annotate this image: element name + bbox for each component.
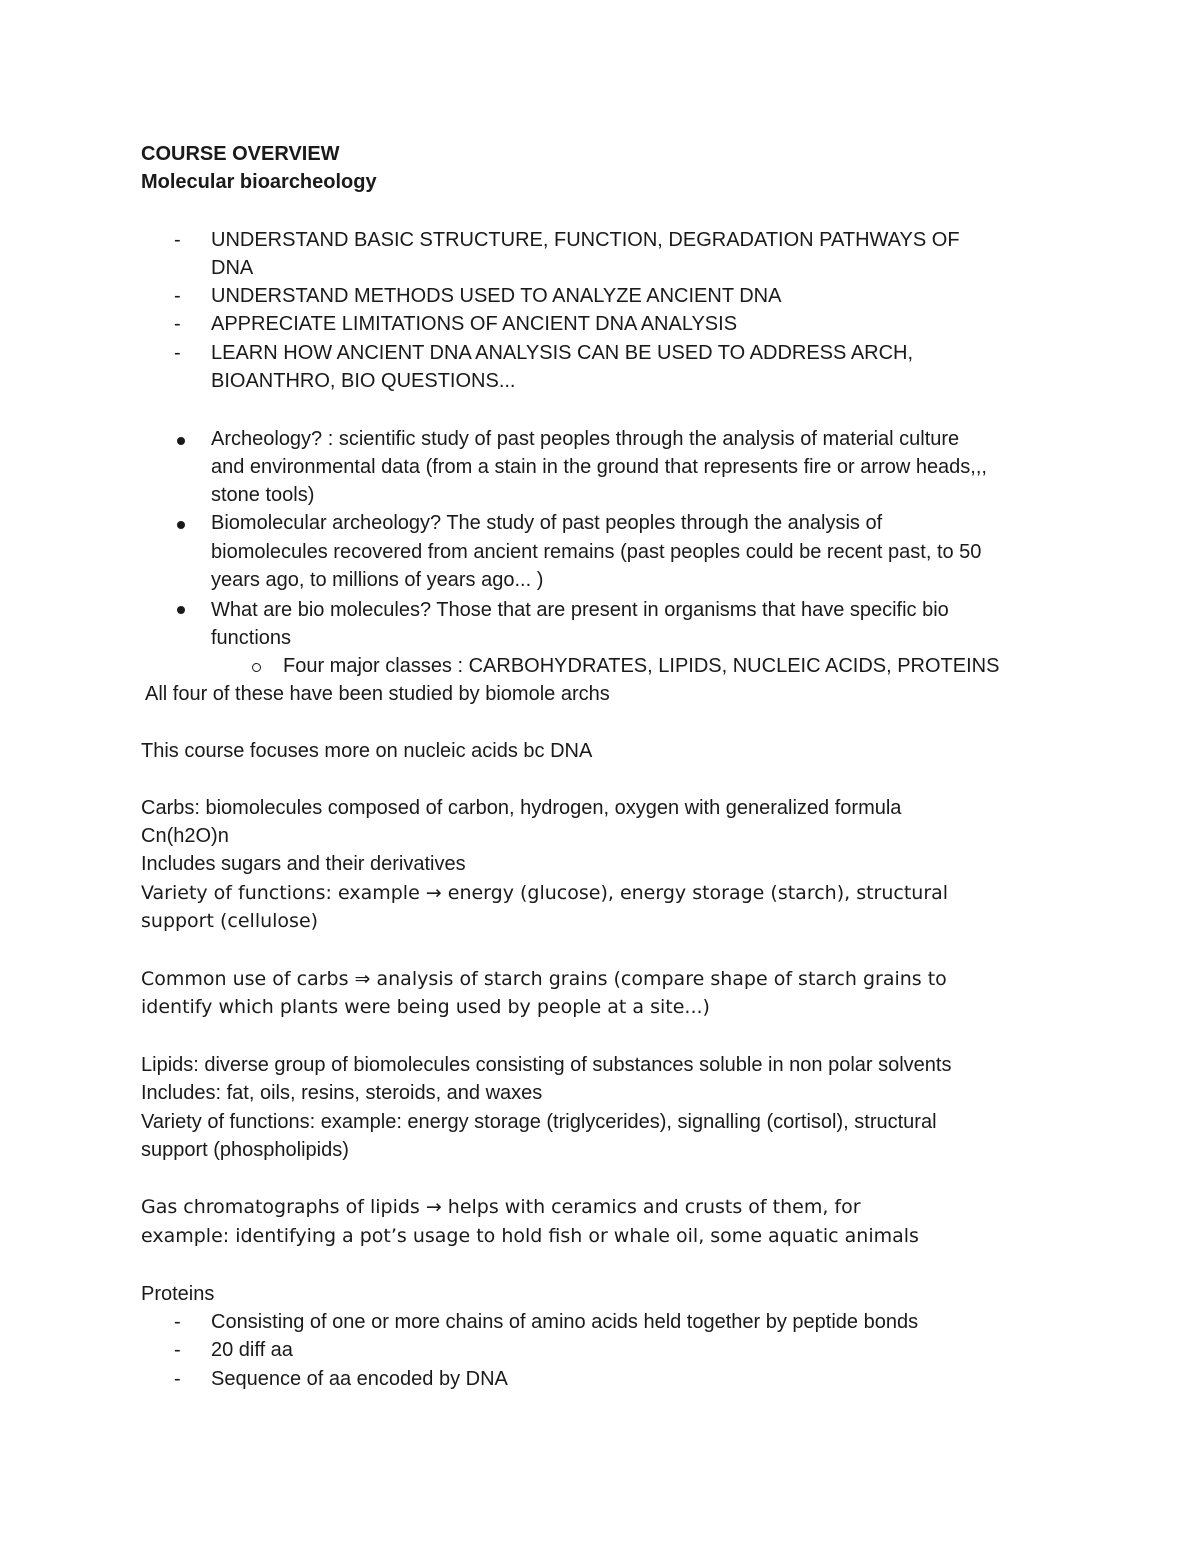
definition-item: Archeology? : scientific study of past peoples through the analysis of material culture [211,428,960,450]
bullet-icon [177,606,185,614]
paragraph-focus: This course focuses more on nucleic acids bc DNA [141,740,593,762]
bullet-icon [177,521,185,529]
carbs-line: Includes sugars and their derivatives [141,853,466,875]
objective-item-continued: DNA [211,257,254,279]
proteins-heading: Proteins [141,1283,215,1305]
proteins-item: Consisting of one or more chains of amino acids held together by peptide bonds [211,1311,919,1333]
definition-subitem: Four major classes : CARBOHYDRATES, LIPIDS, NUCLEIC ACIDS, PROTEINS [283,655,1000,677]
carbs-use-line: identify which plants were being used by people at a site...) [141,996,710,1018]
gas-line: example: identifying a pot’s usage to hold fish or whale oil, some aquatic animals [141,1225,919,1247]
carbs-use-line: Common use of carbs ⇒ analysis of starch grains (compare shape of starch grains to [141,968,947,990]
definition-item-continued: years ago, to millions of years ago... ) [211,569,544,591]
carbs-functions-line: support (cellulose) [141,910,319,932]
definition-item-continued: stone tools) [211,484,315,506]
dash-marker: - [174,342,181,364]
dash-marker: - [174,285,181,307]
definition-item: What are bio molecules? Those that are present in organisms that have specific bio [211,599,949,621]
carbs-line: Carbs: biomolecules composed of carbon, hydrogen, oxygen with generalized formula [141,797,902,819]
proteins-item: 20 diff aa [211,1339,293,1361]
lipids-line: Includes: fat, oils, resins, steroids, and waxes [141,1082,543,1104]
carbs-line: Cn(h2O)n [141,825,229,847]
lipids-line: Lipids: diverse group of biomolecules consisting of substances soluble in non polar solvents [141,1054,952,1076]
gas-line: Gas chromatographs of lipids → helps with ceramics and crusts of them, for [141,1196,861,1218]
dash-marker: - [174,1368,181,1390]
definition-item-continued: functions [211,627,292,649]
bullet-icon [177,437,185,445]
lipids-line: support (phospholipids) [141,1139,349,1161]
carbs-functions-line: Variety of functions: example → energy (glucose), energy storage (starch), structural [141,882,949,904]
definition-item: Biomolecular archeology? The study of past peoples through the analysis of [211,512,883,534]
dash-marker: - [174,1339,181,1361]
objective-item: UNDERSTAND METHODS USED TO ANALYZE ANCIENT DNA [211,285,782,307]
dash-marker: - [174,229,181,251]
dash-marker: - [174,1311,181,1333]
lipids-line: Variety of functions: example: energy storage (triglycerides), signalling (cortisol), structural [141,1111,937,1133]
objective-item: APPRECIATE LIMITATIONS OF ANCIENT DNA ANALYSIS [211,313,738,335]
paragraph-studied: All four of these have been studied by biomole archs [145,683,610,705]
objective-item: LEARN HOW ANCIENT DNA ANALYSIS CAN BE USED TO ADDRESS ARCH, [211,342,914,364]
objective-item: UNDERSTAND BASIC STRUCTURE, FUNCTION, DEGRADATION PATHWAYS OF [211,229,960,251]
definition-item-continued: biomolecules recovered from ancient remains (past peoples could be recent past, to 50 [211,541,982,563]
objective-item-continued: BIOANTHRO, BIO QUESTIONS... [211,370,516,392]
document-subtitle: Molecular bioarcheology [141,171,377,193]
definition-item-continued: and environmental data (from a stain in the ground that represents fire or arrow heads,,, [211,456,987,478]
proteins-item: Sequence of aa encoded by DNA [211,1368,508,1390]
dash-marker: - [174,313,181,335]
document-title: COURSE OVERVIEW [141,143,340,165]
hollow-bullet-icon [252,663,261,672]
